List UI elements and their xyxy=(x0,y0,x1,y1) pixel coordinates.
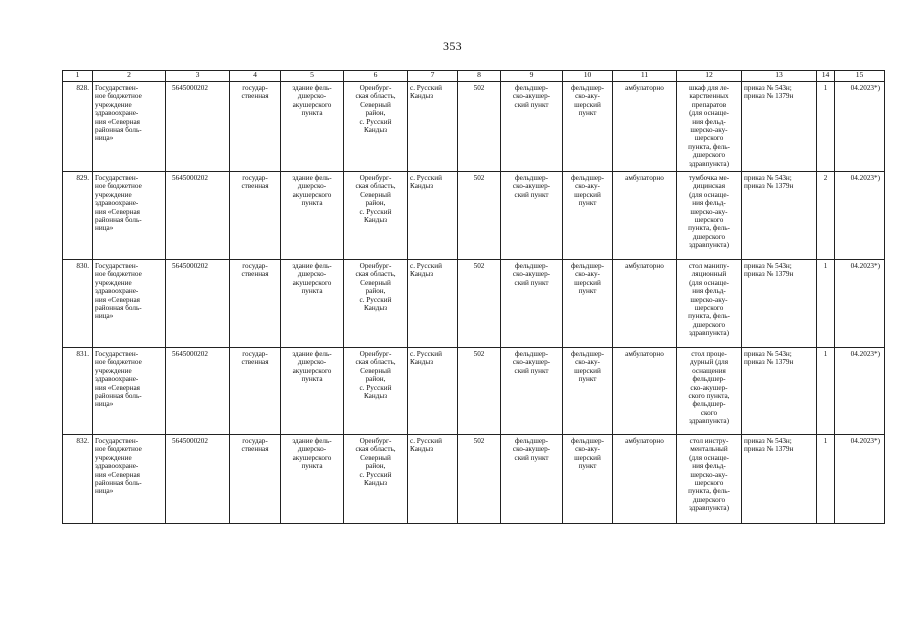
cell-line: Кандыз xyxy=(363,392,388,401)
table-row xyxy=(63,435,885,524)
table-cell-col-6 xyxy=(344,260,408,348)
cell-line: шерско-аку- xyxy=(690,207,728,216)
column-header-6: 6 xyxy=(344,71,408,82)
table-cell-col-4 xyxy=(230,172,281,260)
cell-line: Кандыз xyxy=(363,126,388,135)
cell-line: (для оснаще- xyxy=(689,278,729,287)
cell-line: район, xyxy=(365,199,386,208)
cell-line: пункта, фель- xyxy=(688,224,730,233)
cell-line: приказ № 1379н xyxy=(744,270,794,279)
cell-line: стол инстру- xyxy=(689,437,729,445)
cell-line: акушерского xyxy=(292,190,332,199)
table-cell-col-1: 830. xyxy=(63,260,93,348)
cell-line: акушерского xyxy=(292,278,332,287)
table-cell-col-5 xyxy=(281,260,344,348)
cell-line: Кандыз xyxy=(363,304,388,313)
cell-line: шерский xyxy=(574,366,601,375)
cell-line: ное бюджетное xyxy=(95,270,142,279)
cell-line: приказ № 1379н xyxy=(744,182,794,191)
cell-line: Оренбург- xyxy=(359,350,392,358)
cell-line: дшерско- xyxy=(297,182,327,191)
cell-line: ное бюджетное xyxy=(95,358,142,367)
cell-line: здание фель- xyxy=(292,350,332,358)
cell-line: дурный (для xyxy=(689,358,729,367)
cell-line: стол манипу- xyxy=(688,262,730,270)
table-cell-col-8: 502 xyxy=(458,172,501,260)
table-cell-col-4 xyxy=(230,435,281,524)
cell-line: ского xyxy=(700,408,718,417)
cell-line: Государствен- xyxy=(95,350,139,358)
cell-line: здравоохране- xyxy=(95,199,139,208)
cell-line: государ- xyxy=(242,350,268,358)
cell-line: ное бюджетное xyxy=(95,182,142,191)
cell-line: Кандыз xyxy=(410,182,434,191)
cell-line: пункт xyxy=(578,287,597,296)
cell-line: пункт xyxy=(578,375,597,384)
table-cell-col-13 xyxy=(742,82,817,172)
table-cell-col-12 xyxy=(677,172,742,260)
cell-line: учреждение xyxy=(95,366,132,375)
cell-line: здравпункта) xyxy=(688,159,730,168)
table-cell-col-12 xyxy=(677,435,742,524)
cell-line: ско-акушер- xyxy=(512,358,551,367)
cell-line: приказ № 543н; xyxy=(744,437,792,445)
cell-line: ния «Северная xyxy=(95,383,140,392)
cell-line: с. Русский xyxy=(359,295,392,304)
cell-line: акушерского xyxy=(292,100,332,109)
cell-line: Оренбург- xyxy=(359,262,392,270)
cell-line: учреждение xyxy=(95,278,132,287)
table-cell-col-8: 502 xyxy=(458,348,501,435)
cell-line: районная боль- xyxy=(95,304,142,313)
column-header-10: 10 xyxy=(563,71,613,82)
table-cell-col-4 xyxy=(230,260,281,348)
cell-line: ния фельд- xyxy=(692,199,726,208)
cell-line: шерский xyxy=(574,100,601,109)
table-cell-col-15: 04.2023*) xyxy=(835,435,885,524)
table-cell-col-3: 5645000202 xyxy=(166,260,230,348)
cell-line: район, xyxy=(365,287,386,296)
cell-line: ное бюджетное xyxy=(95,92,142,101)
cell-line: (для оснаще- xyxy=(689,453,729,462)
table-cell-col-1: 831. xyxy=(63,348,93,435)
cell-line: здравпункта) xyxy=(688,417,730,426)
table-cell-col-14: 1 xyxy=(817,260,835,348)
column-header-15: 15 xyxy=(835,71,885,82)
cell-line: Кандыз xyxy=(410,270,434,279)
table-row xyxy=(63,82,885,172)
column-header-9: 9 xyxy=(501,71,563,82)
cell-line: ская область, xyxy=(355,358,396,367)
table-cell-col-7 xyxy=(408,435,458,524)
cell-line: пункта xyxy=(301,287,323,296)
cell-line: пункта, фель- xyxy=(688,487,730,496)
cell-line: фельдшер- xyxy=(514,262,549,270)
table-cell-col-14: 1 xyxy=(817,82,835,172)
table-cell-col-14: 1 xyxy=(817,348,835,435)
cell-line: фельдшер- xyxy=(514,437,549,445)
cell-line: район, xyxy=(365,109,386,118)
table-cell-col-6 xyxy=(344,172,408,260)
cell-line: ский пункт xyxy=(514,278,549,287)
cell-line: ский пункт xyxy=(514,190,549,199)
column-header-14: 14 xyxy=(817,71,835,82)
cell-line: ница» xyxy=(95,400,114,409)
table-cell-col-14: 1 xyxy=(817,435,835,524)
table-cell-col-6 xyxy=(344,435,408,524)
table-cell-col-7 xyxy=(408,260,458,348)
table-cell-col-10 xyxy=(563,435,613,524)
cell-line: здравоохране- xyxy=(95,375,139,384)
cell-line: Северный xyxy=(360,190,391,199)
cell-line: государ- xyxy=(242,437,268,445)
cell-line: районная боль- xyxy=(95,126,142,135)
table-cell-col-4 xyxy=(230,348,281,435)
cell-line: Северный xyxy=(360,453,391,462)
column-header-12: 12 xyxy=(677,71,742,82)
cell-line: пункта xyxy=(301,462,323,471)
cell-line: шерско-аку- xyxy=(690,126,728,135)
table-cell-col-5 xyxy=(281,348,344,435)
cell-line: ская область, xyxy=(355,270,396,279)
cell-line: (для оснаще- xyxy=(689,190,729,199)
cell-line: учреждение xyxy=(95,190,132,199)
cell-line: с. Русский xyxy=(410,437,442,445)
cell-line: пункт xyxy=(578,462,597,471)
cell-line: шерского xyxy=(694,216,724,225)
cell-line: ное бюджетное xyxy=(95,445,142,454)
cell-line: ния «Северная xyxy=(95,295,140,304)
cell-line: фельдшер- xyxy=(692,375,726,384)
cell-line: приказ № 543н; xyxy=(744,174,792,182)
table-cell-col-3: 5645000202 xyxy=(166,172,230,260)
table-cell-col-6 xyxy=(344,82,408,172)
cell-line: Северный xyxy=(360,278,391,287)
cell-line: здравоохране- xyxy=(95,462,139,471)
cell-line: с. Русский xyxy=(410,84,442,92)
cell-line: шерский xyxy=(574,190,601,199)
cell-line: Кандыз xyxy=(410,358,434,367)
cell-line: здание фель- xyxy=(292,84,332,92)
table-cell-col-13 xyxy=(742,435,817,524)
cell-line: государ- xyxy=(242,174,268,182)
cell-line: дшерского xyxy=(692,320,726,329)
table-cell-col-6 xyxy=(344,348,408,435)
cell-line: ния «Северная xyxy=(95,117,140,126)
column-header-13: 13 xyxy=(742,71,817,82)
table-cell-col-15: 04.2023*) xyxy=(835,348,885,435)
cell-line: фельдшер- xyxy=(570,262,605,270)
cell-line: государ- xyxy=(242,84,268,92)
table-cell-col-14: 2 xyxy=(817,172,835,260)
cell-line: ско-аку- xyxy=(575,270,600,279)
cell-line: пункта xyxy=(301,109,323,118)
cell-line: здание фель- xyxy=(292,174,332,182)
column-header-8: 8 xyxy=(458,71,501,82)
table-cell-col-15: 04.2023*) xyxy=(835,82,885,172)
cell-line: учреждение xyxy=(95,100,132,109)
cell-line: шерского xyxy=(694,304,724,313)
cell-line: ско-акушер- xyxy=(690,383,728,392)
cell-line: ско-акушер- xyxy=(512,92,551,101)
cell-line: пункта xyxy=(301,375,323,384)
cell-line: шерский xyxy=(574,278,601,287)
table-body xyxy=(63,82,885,524)
cell-line: ская область, xyxy=(355,182,396,191)
cell-line: акушерского xyxy=(292,453,332,462)
cell-line: приказ № 1379н xyxy=(744,358,794,367)
table-cell-col-8: 502 xyxy=(458,82,501,172)
cell-line: Государствен- xyxy=(95,174,139,182)
table-cell-col-10 xyxy=(563,172,613,260)
table-cell-col-10 xyxy=(563,348,613,435)
column-header-2: 2 xyxy=(93,71,166,82)
cell-line: Оренбург- xyxy=(359,84,392,92)
cell-line: с. Русский xyxy=(359,207,392,216)
cell-line: фельдшер- xyxy=(570,84,605,92)
cell-line: Оренбург- xyxy=(359,174,392,182)
table-cell-col-1: 828. xyxy=(63,82,93,172)
table-cell-col-4 xyxy=(230,82,281,172)
cell-line: шерского xyxy=(694,134,724,143)
cell-line: тумбочка ме- xyxy=(688,174,730,182)
cell-line: фельдшер- xyxy=(514,174,549,182)
page-number: 353 xyxy=(443,39,462,53)
table-cell-col-11: амбулаторно xyxy=(613,348,677,435)
cell-line: ско-аку- xyxy=(575,182,600,191)
cell-line: карственных xyxy=(689,92,729,101)
table-cell-col-7 xyxy=(408,348,458,435)
cell-line: дшерского xyxy=(692,151,726,160)
cell-line: Кандыз xyxy=(410,445,434,454)
cell-line: с. Русский xyxy=(359,117,392,126)
cell-line: ментальный xyxy=(690,445,728,454)
cell-line: пункт xyxy=(578,199,597,208)
cell-line: Кандыз xyxy=(363,216,388,225)
table-cell-col-11: амбулаторно xyxy=(613,82,677,172)
cell-line: здравпункта) xyxy=(688,241,730,250)
column-header-4: 4 xyxy=(230,71,281,82)
cell-line: район, xyxy=(365,375,386,384)
column-header-11: 11 xyxy=(613,71,677,82)
table-cell-col-15: 04.2023*) xyxy=(835,260,885,348)
table-cell-col-8: 502 xyxy=(458,260,501,348)
table-cell-col-9 xyxy=(501,348,563,435)
cell-line: ница» xyxy=(95,134,114,143)
table-cell-col-5 xyxy=(281,172,344,260)
cell-line: дшерского xyxy=(692,495,726,504)
cell-line: ственная xyxy=(241,270,269,279)
table-cell-col-3: 5645000202 xyxy=(166,82,230,172)
table-cell-col-7 xyxy=(408,172,458,260)
table-cell-col-10 xyxy=(563,260,613,348)
cell-line: ственная xyxy=(241,92,269,101)
table-cell-col-11: амбулаторно xyxy=(613,260,677,348)
table-row xyxy=(63,348,885,435)
cell-line: фельдшер- xyxy=(514,84,549,92)
cell-line: ско-акушер- xyxy=(512,445,551,454)
cell-line: ница» xyxy=(95,312,114,321)
cell-line: дшерско- xyxy=(297,358,327,367)
cell-line: район, xyxy=(365,462,386,471)
cell-line: дшерско- xyxy=(297,445,327,454)
cell-line: ско-аку- xyxy=(575,445,600,454)
cell-line: Северный xyxy=(360,366,391,375)
cell-line: пункт xyxy=(578,109,597,118)
table-cell-col-1: 829. xyxy=(63,172,93,260)
cell-line: акушерского xyxy=(292,366,332,375)
cell-line: здравоохране- xyxy=(95,287,139,296)
cell-line: фельдшер- xyxy=(692,400,726,409)
table-cell-col-9 xyxy=(501,435,563,524)
cell-line: пункта, фель- xyxy=(688,142,730,151)
table-cell-col-10 xyxy=(563,82,613,172)
table-cell-col-9 xyxy=(501,172,563,260)
cell-line: приказ № 1379н xyxy=(744,445,794,454)
table-cell-col-1: 832. xyxy=(63,435,93,524)
cell-line: Кандыз xyxy=(363,479,388,488)
cell-line: ский пункт xyxy=(514,453,549,462)
table-cell-col-5 xyxy=(281,435,344,524)
cell-line: (для оснаще- xyxy=(689,109,729,118)
cell-line: государ- xyxy=(242,262,268,270)
cell-line: ственная xyxy=(241,358,269,367)
cell-line: с. Русский xyxy=(410,262,442,270)
cell-line: пункта, фель- xyxy=(688,312,730,321)
cell-line: ляционный xyxy=(691,270,727,279)
cell-line: ния «Северная xyxy=(95,470,140,479)
column-header-5: 5 xyxy=(281,71,344,82)
table-cell-col-3: 5645000202 xyxy=(166,435,230,524)
cell-line: учреждение xyxy=(95,453,132,462)
cell-line: приказ № 1379н xyxy=(744,92,794,101)
cell-line: ский пункт xyxy=(514,100,549,109)
table-cell-col-8: 502 xyxy=(458,435,501,524)
cell-line: ния фельд- xyxy=(692,287,726,296)
table-cell-col-2 xyxy=(93,82,166,172)
cell-line: Кандыз xyxy=(410,92,434,101)
cell-line: с. Русский xyxy=(359,383,392,392)
cell-line: Оренбург- xyxy=(359,437,392,445)
cell-line: фельдшер- xyxy=(514,350,549,358)
header-row xyxy=(63,71,885,82)
cell-line: дшерско- xyxy=(297,270,327,279)
cell-line: ния фельд- xyxy=(692,117,726,126)
table-cell-col-12 xyxy=(677,260,742,348)
cell-line: препаратов xyxy=(691,100,727,109)
cell-line: с. Русский xyxy=(410,350,442,358)
cell-line: ская область, xyxy=(355,445,396,454)
table-cell-col-11: амбулаторно xyxy=(613,435,677,524)
table-cell-col-12 xyxy=(677,348,742,435)
cell-line: ско-акушер- xyxy=(512,270,551,279)
cell-line: шерско-аку- xyxy=(690,295,728,304)
cell-line: районная боль- xyxy=(95,392,142,401)
cell-line: здравпункта) xyxy=(688,504,730,513)
table-cell-col-2 xyxy=(93,260,166,348)
cell-line: здание фель- xyxy=(292,437,332,445)
cell-line: ско-аку- xyxy=(575,92,600,101)
table-cell-col-9 xyxy=(501,260,563,348)
column-header-1: 1 xyxy=(63,71,93,82)
cell-line: приказ № 543н; xyxy=(744,350,792,358)
table-cell-col-13 xyxy=(742,260,817,348)
table-cell-col-5 xyxy=(281,82,344,172)
table-cell-col-11: амбулаторно xyxy=(613,172,677,260)
cell-line: с. Русский xyxy=(410,174,442,182)
cell-line: Государствен- xyxy=(95,437,139,445)
cell-line: приказ № 543н; xyxy=(744,84,792,92)
cell-line: здание фель- xyxy=(292,262,332,270)
cell-line: приказ № 543н; xyxy=(744,262,792,270)
table-cell-col-2 xyxy=(93,435,166,524)
cell-line: шерского xyxy=(694,479,724,488)
cell-line: фельдшер- xyxy=(570,350,605,358)
cell-line: ния фельд- xyxy=(692,462,726,471)
cell-line: дицинская xyxy=(692,182,726,191)
cell-line: дшерско- xyxy=(297,92,327,101)
column-header-3: 3 xyxy=(166,71,230,82)
cell-line: Северный xyxy=(360,100,391,109)
column-header-7: 7 xyxy=(408,71,458,82)
table-cell-col-13 xyxy=(742,348,817,435)
cell-line: шкаф для ле- xyxy=(688,84,730,92)
cell-line: ская область, xyxy=(355,92,396,101)
table-cell-col-12 xyxy=(677,82,742,172)
table-cell-col-3: 5645000202 xyxy=(166,348,230,435)
cell-line: здравпункта) xyxy=(688,329,730,338)
cell-line: стол проце- xyxy=(691,350,727,358)
table-cell-col-9 xyxy=(501,82,563,172)
cell-line: районная боль- xyxy=(95,216,142,225)
table-row xyxy=(63,172,885,260)
cell-line: ского пункта, xyxy=(688,392,730,401)
cell-line: шерский xyxy=(574,453,601,462)
cell-line: Государствен- xyxy=(95,262,139,270)
cell-line: с. Русский xyxy=(359,470,392,479)
cell-line: ско-акушер- xyxy=(512,182,551,191)
equipment-table xyxy=(62,70,885,524)
cell-line: фельдшер- xyxy=(570,437,605,445)
cell-line: ско-аку- xyxy=(575,358,600,367)
table-cell-col-7 xyxy=(408,82,458,172)
cell-line: пункта xyxy=(301,199,323,208)
table-cell-col-2 xyxy=(93,348,166,435)
cell-line: ния «Северная xyxy=(95,207,140,216)
cell-line: фельдшер- xyxy=(570,174,605,182)
table-row xyxy=(63,260,885,348)
cell-line: шерско-аку- xyxy=(690,470,728,479)
cell-line: районная боль- xyxy=(95,479,142,488)
table-cell-col-2 xyxy=(93,172,166,260)
cell-line: дшерского xyxy=(692,232,726,241)
table-cell-col-15: 04.2023*) xyxy=(835,172,885,260)
cell-line: ский пункт xyxy=(514,366,549,375)
cell-line: оснащения xyxy=(692,366,726,375)
cell-line: ственная xyxy=(241,182,269,191)
cell-line: ница» xyxy=(95,487,114,496)
table-cell-col-13 xyxy=(742,172,817,260)
cell-line: здравоохране- xyxy=(95,109,139,118)
cell-line: ственная xyxy=(241,445,269,454)
cell-line: ница» xyxy=(95,224,114,233)
cell-line: Государствен- xyxy=(95,84,139,92)
